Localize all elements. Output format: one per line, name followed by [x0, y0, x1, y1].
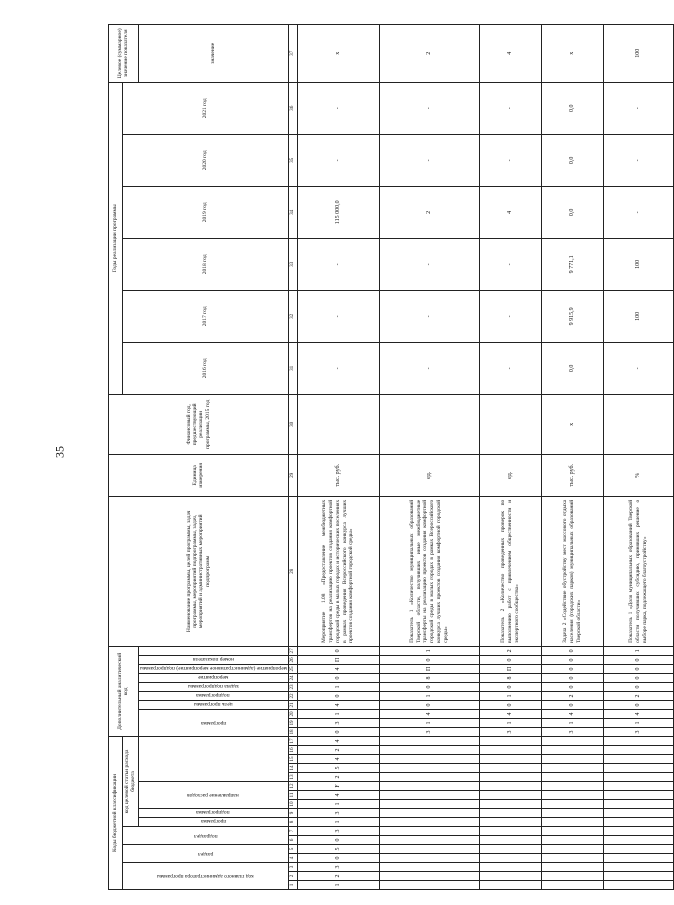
- code-digit: 0: [297, 691, 379, 700]
- value-header: значение: [138, 24, 288, 82]
- code-digit: [603, 845, 673, 854]
- code-digit: [541, 809, 603, 818]
- years-header: Годы реализации программы: [109, 82, 123, 394]
- value-2020: -: [379, 134, 479, 186]
- code-digit: [541, 746, 603, 755]
- code-digit: 4: [297, 700, 379, 709]
- code-digit: [541, 863, 603, 872]
- column-number: 3: [288, 863, 297, 872]
- target-article-header: код целевой статьи расхода бюджета: [123, 736, 139, 826]
- column-number: 32: [288, 290, 297, 342]
- code-digit: [603, 746, 673, 755]
- subprogram-code-header: подпрограмма: [196, 809, 230, 815]
- code-digit: [541, 881, 603, 890]
- code-digit: [541, 818, 603, 827]
- code-digit: [379, 854, 479, 863]
- code-digit: 2: [297, 773, 379, 782]
- value-2019: 115 000,0: [297, 186, 379, 238]
- extra-code-header: Дополнительный аналитический код: [109, 646, 139, 736]
- code-digit: 2: [297, 872, 379, 881]
- column-number: 8: [288, 818, 297, 827]
- column-number: 27: [288, 646, 297, 655]
- code-digit: 3: [603, 727, 673, 736]
- value-2021: -: [479, 82, 541, 134]
- code-digit: 1: [379, 718, 479, 727]
- column-number: 17: [288, 736, 297, 745]
- value-2018: -: [379, 238, 479, 290]
- code-digit: 0: [479, 655, 541, 664]
- code-digit: [541, 755, 603, 764]
- table-row: [297, 24, 379, 889]
- code-digit: 0: [379, 655, 479, 664]
- column-number: 37: [288, 24, 297, 82]
- code-digit: 5: [297, 764, 379, 773]
- code-digit: [479, 854, 541, 863]
- code-digit: [379, 872, 479, 881]
- code-digit: 1: [379, 691, 479, 700]
- code-digit: [379, 755, 479, 764]
- an-program-goal-header: цель программы: [193, 700, 233, 707]
- column-number: 19: [288, 718, 297, 727]
- row-unit: тыс. руб.: [541, 454, 603, 496]
- year-2016-header: 2016 год: [123, 342, 289, 394]
- code-digit: [479, 736, 541, 745]
- row-description: Показатель 2 «Количество проведенных проверок по выполнению работ с привлечением общественности и экспертного сообщества»: [479, 496, 541, 646]
- row-unit: тыс. руб.: [297, 454, 379, 496]
- code-digit: [379, 881, 479, 890]
- code-digit: [541, 782, 603, 791]
- code-digit: [541, 854, 603, 863]
- code-digit: [379, 746, 479, 755]
- code-digit: 3: [479, 727, 541, 736]
- code-digit: 0: [479, 682, 541, 691]
- code-digit: [479, 872, 541, 881]
- direction-code-header: направление расходов: [187, 792, 240, 799]
- code-digit: 2: [297, 746, 379, 755]
- code-digit: 0: [297, 836, 379, 845]
- code-digit: [479, 755, 541, 764]
- target-value: х: [297, 24, 379, 82]
- code-digit: [379, 764, 479, 773]
- target-value: х: [541, 24, 603, 82]
- code-digit: [379, 863, 479, 872]
- row-fin-year: [603, 394, 673, 454]
- column-number: 36: [288, 82, 297, 134]
- year-2019-header: 2019 год: [123, 186, 289, 238]
- code-digit: [379, 836, 479, 845]
- code-digit: П: [297, 655, 379, 664]
- code-digit: 0: [603, 673, 673, 682]
- code-digit: 2: [603, 691, 673, 700]
- code-digit: 4: [379, 709, 479, 718]
- year-2021-header: 2021 год: [123, 82, 289, 134]
- code-digit: [379, 791, 479, 800]
- code-digit: 4: [541, 709, 603, 718]
- code-digit: 0: [541, 673, 603, 682]
- value-2016: -: [379, 342, 479, 394]
- column-number: 30: [288, 394, 297, 454]
- column-number: 11: [288, 791, 297, 800]
- code-digit: 0: [297, 673, 379, 682]
- code-digit: [379, 809, 479, 818]
- rotated-table-wrapper: [108, 28, 648, 890]
- code-digit: [603, 836, 673, 845]
- code-digit: 0: [297, 646, 379, 655]
- code-digit: 0: [541, 655, 603, 664]
- table-row: [379, 24, 479, 889]
- code-digit: 1: [479, 718, 541, 727]
- code-digit: 4: [479, 709, 541, 718]
- value-2018: 100: [603, 238, 673, 290]
- unit-header: Единица измерения: [109, 454, 289, 496]
- code-digit: [379, 773, 479, 782]
- year-2018-header: 2018 год: [123, 238, 289, 290]
- code-digit: [603, 854, 673, 863]
- code-digit: 0: [379, 682, 479, 691]
- value-2017: 9 915,9: [541, 290, 603, 342]
- table-row: [479, 24, 541, 889]
- value-2018: -: [297, 238, 379, 290]
- code-digit: [479, 863, 541, 872]
- code-digit: 4: [297, 664, 379, 673]
- target-value: 2: [379, 24, 479, 82]
- column-number: 7: [288, 827, 297, 836]
- code-digit: F: [297, 782, 379, 791]
- an-event-header: мероприятие (административное мероприятие) подпрограммы: [139, 664, 287, 671]
- value-2017: 100: [603, 290, 673, 342]
- code-digit: [479, 800, 541, 809]
- value-2016: 0,0: [541, 342, 603, 394]
- value-2016: -: [479, 342, 541, 394]
- column-number: 20: [288, 709, 297, 718]
- code-digit: 5: [297, 845, 379, 854]
- value-2016: -: [297, 342, 379, 394]
- value-2019: 2: [379, 186, 479, 238]
- code-digit: [379, 818, 479, 827]
- code-digit: [479, 764, 541, 773]
- code-digit: П: [379, 664, 479, 673]
- code-digit: 0: [479, 700, 541, 709]
- row-fin-year: х: [541, 394, 603, 454]
- code-digit: [603, 863, 673, 872]
- code-digit: [603, 773, 673, 782]
- code-digit: 2: [541, 691, 603, 700]
- code-digit: [603, 782, 673, 791]
- code-digit: 1: [297, 709, 379, 718]
- code-digit: [479, 836, 541, 845]
- code-digit: [603, 791, 673, 800]
- row-fin-year: [297, 394, 379, 454]
- column-numbers-row: [288, 24, 297, 889]
- target-value: 100: [603, 24, 673, 82]
- column-number: 14: [288, 764, 297, 773]
- code-digit: 0: [297, 727, 379, 736]
- code-digit: 1: [297, 881, 379, 890]
- subsection-header: подраздел: [193, 832, 218, 839]
- table-row: [603, 24, 673, 889]
- code-digit: [479, 845, 541, 854]
- code-digit: 0: [297, 854, 379, 863]
- code-digit: [479, 809, 541, 818]
- code-digit: 1: [603, 646, 673, 655]
- column-number: 25: [288, 664, 297, 673]
- code-digit: [379, 782, 479, 791]
- code-digit: 0: [603, 682, 673, 691]
- value-2019: 0,0: [541, 186, 603, 238]
- target-value: 4: [479, 24, 541, 82]
- code-digit: 3: [379, 727, 479, 736]
- code-digit: 1: [603, 718, 673, 727]
- column-number: 12: [288, 782, 297, 791]
- code-digit: 1: [297, 682, 379, 691]
- column-number: 35: [288, 134, 297, 186]
- value-2016: -: [603, 342, 673, 394]
- an-subprogram-header: подпрограмма: [196, 691, 230, 698]
- code-digit: 0: [541, 682, 603, 691]
- year-2017-header: 2017 год: [123, 290, 289, 342]
- code-digit: 0: [379, 700, 479, 709]
- value-2017: -: [297, 290, 379, 342]
- column-number: 9: [288, 809, 297, 818]
- code-digit: [479, 782, 541, 791]
- code-digit: [479, 881, 541, 890]
- code-digit: 0: [603, 700, 673, 709]
- column-number: 26: [288, 655, 297, 664]
- section-header: раздел: [197, 850, 213, 857]
- code-digit: 4: [297, 736, 379, 745]
- an-indicator-header: номер показателя: [192, 655, 234, 662]
- code-digit: [379, 800, 479, 809]
- row-unit: ед.: [479, 454, 541, 496]
- code-digit: 1: [379, 646, 479, 655]
- column-number: 34: [288, 186, 297, 238]
- column-number: 16: [288, 746, 297, 755]
- code-digit: [541, 836, 603, 845]
- an-program-header: программа: [200, 720, 226, 727]
- value-2020: -: [603, 134, 673, 186]
- code-digit: [479, 827, 541, 836]
- row-description: Показатель 1 «Количество муниципальных образований Тверской области, получивших иные межбюджетные трансферты на реализацию проектов создания комфортной городской среды в малых городах в рамках Всероссийского конкурса лучших проектов создания комфортной городской среды»: [379, 496, 479, 646]
- code-digit: [479, 746, 541, 755]
- column-number: 15: [288, 755, 297, 764]
- code-digit: [603, 818, 673, 827]
- code-digit: П: [479, 664, 541, 673]
- column-number: 29: [288, 454, 297, 496]
- code-digit: [541, 845, 603, 854]
- value-2021: -: [297, 82, 379, 134]
- code-digit: 3: [297, 718, 379, 727]
- code-digit: [379, 845, 479, 854]
- budget-codes-header: Коды бюджетной классификации: [109, 736, 123, 889]
- code-digit: 1: [541, 718, 603, 727]
- code-digit: [603, 764, 673, 773]
- code-digit: 0: [541, 664, 603, 673]
- value-2017: -: [379, 290, 479, 342]
- an-task-header: задача подпрограммы: [187, 682, 239, 689]
- row-fin-year: [479, 394, 541, 454]
- code-digit: 0: [603, 664, 673, 673]
- code-digit: [603, 736, 673, 745]
- value-2020: -: [297, 134, 379, 186]
- column-number: 1: [288, 881, 297, 890]
- row-fin-year: [379, 394, 479, 454]
- name-header: Наименование программы, целей программы, задач программы, мероприятий подпрограммы, задач, мероприятий и административных мероприятий подпрограмм: [109, 496, 289, 646]
- row-description: Задача 2 «Содействие обустройству мест массового отдыха населения (городских парков) муниципальных образований Тверской области»: [541, 496, 603, 646]
- row-description: Показатель 1 «Доля муниципальных образований Тверской области получивших субсидию, принявших решение о выборе парка, подлежащего благоустройству»: [603, 496, 673, 646]
- value-2020: -: [479, 134, 541, 186]
- value-2018: -: [479, 238, 541, 290]
- code-digit: 1: [479, 691, 541, 700]
- year-2020-header: 2020 год: [123, 134, 289, 186]
- code-digit: 0: [541, 700, 603, 709]
- code-digit: 4: [297, 791, 379, 800]
- column-number: 4: [288, 854, 297, 863]
- target-header: Целевое (суммарное) значение показателя: [109, 24, 139, 82]
- column-number: 24: [288, 673, 297, 682]
- code-digit: [541, 773, 603, 782]
- value-2021: -: [603, 82, 673, 134]
- column-number: 33: [288, 238, 297, 290]
- column-number: 21: [288, 700, 297, 709]
- code-digit: 3: [541, 727, 603, 736]
- code-digit: [603, 827, 673, 836]
- code-digit: [603, 809, 673, 818]
- column-number: 23: [288, 682, 297, 691]
- value-2019: 4: [479, 186, 541, 238]
- code-digit: [379, 736, 479, 745]
- code-digit: [603, 881, 673, 890]
- page-number: 35: [52, 446, 67, 458]
- column-number: 22: [288, 691, 297, 700]
- admin-code-header: код главного администратора программы: [157, 873, 254, 880]
- table-row: [541, 24, 603, 889]
- column-number: 18: [288, 727, 297, 736]
- code-digit: [541, 827, 603, 836]
- column-number: 28: [288, 496, 297, 646]
- code-digit: [541, 736, 603, 745]
- value-2017: -: [479, 290, 541, 342]
- column-number: 5: [288, 845, 297, 854]
- program-code-header: программа: [200, 818, 226, 824]
- column-number: 31: [288, 342, 297, 394]
- column-number: 10: [288, 800, 297, 809]
- code-digit: 1: [297, 800, 379, 809]
- code-digit: 4: [603, 709, 673, 718]
- value-2019: -: [603, 186, 673, 238]
- code-digit: 3: [297, 827, 379, 836]
- code-digit: 0: [541, 646, 603, 655]
- code-digit: 0: [603, 655, 673, 664]
- code-digit: [479, 791, 541, 800]
- code-digit: 3: [297, 863, 379, 872]
- fin-year-header: Финансовый год, предшествующий реализации программы, 2015 год: [109, 394, 289, 454]
- row-unit: %: [603, 454, 673, 496]
- code-digit: 8: [479, 673, 541, 682]
- code-digit: 8: [379, 673, 479, 682]
- row-description: Мероприятие 1.08 «Предоставление межбюджетных трансфертов на реализацию проектов создания комфортной городской среды в малых городах и исторических поселениях в рамках проведения Всероссийского конкурса лучших проектов создания комфортной городской среды»: [297, 496, 379, 646]
- value-2020: 0,0: [541, 134, 603, 186]
- code-digit: 3: [297, 809, 379, 818]
- row-unit: ед.: [379, 454, 479, 496]
- column-number: 2: [288, 872, 297, 881]
- code-digit: [603, 800, 673, 809]
- column-number: 13: [288, 773, 297, 782]
- program-table: [108, 24, 674, 890]
- code-digit: [479, 818, 541, 827]
- code-digit: 2: [479, 646, 541, 655]
- code-digit: 4: [297, 755, 379, 764]
- code-digit: 1: [297, 818, 379, 827]
- column-number: 6: [288, 836, 297, 845]
- code-digit: [541, 791, 603, 800]
- value-2021: 0,0: [541, 82, 603, 134]
- code-digit: [541, 764, 603, 773]
- code-digit: [603, 755, 673, 764]
- code-digit: [479, 773, 541, 782]
- code-digit: [379, 827, 479, 836]
- an-no-event-header: мероприятие: [197, 673, 229, 680]
- code-digit: [541, 872, 603, 881]
- value-2018: 9 771,1: [541, 238, 603, 290]
- value-2021: -: [379, 82, 479, 134]
- code-digit: [603, 872, 673, 881]
- code-digit: [541, 800, 603, 809]
